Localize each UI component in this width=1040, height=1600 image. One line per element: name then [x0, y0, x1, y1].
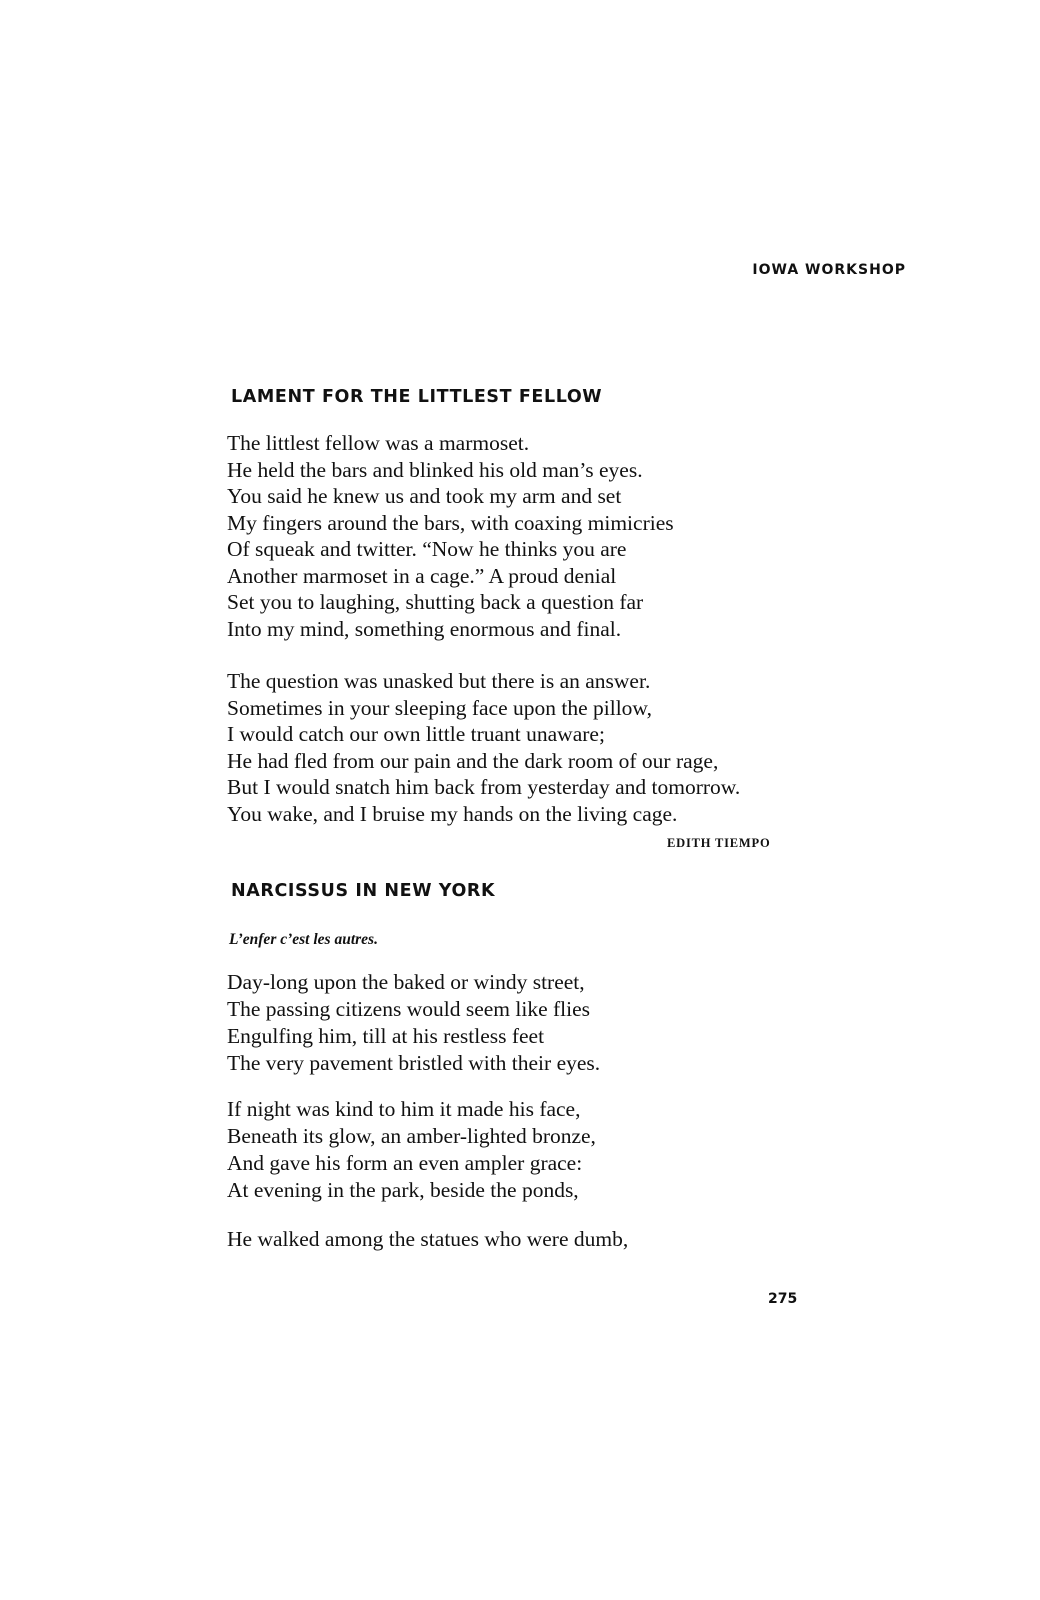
- poem-line: The very pavement bristled with their eyes.: [227, 1050, 601, 1075]
- poem-line: Of squeak and twitter. “Now he thinks you are: [227, 537, 627, 561]
- poem-line: The passing citizens would seem like flies: [227, 996, 591, 1021]
- poem2-stanza-3: [227, 1226, 628, 1253]
- author-signature: EDITH TIEMPO: [667, 836, 771, 850]
- poem2-stanza-1: [227, 969, 600, 1077]
- poem-line: He held the bars and blinked his old man’s eyes.: [227, 457, 643, 482]
- poem-line: I would catch our own little truant unaware;: [227, 722, 605, 746]
- poem-line: Into my mind, something enormous and final.: [227, 616, 622, 641]
- poem-line: You wake, and I bruise my hands on the living cage.: [227, 801, 678, 826]
- poem-title-narcissus: NARCISSUS IN NEW YORK: [231, 881, 496, 901]
- poem-line: But I would snatch him back from yesterday and tomorrow.: [227, 775, 741, 799]
- poem-line: Engulfing him, till at his restless feet: [227, 1023, 545, 1048]
- poem-title-lament: LAMENT FOR THE LITTLEST FELLOW: [231, 387, 603, 407]
- poem-line: Set you to laughing, shutting back a question far: [227, 590, 644, 614]
- epigraph: L’enfer c’est les autres.: [229, 931, 378, 948]
- poem-line: And gave his form an even ampler grace:: [227, 1150, 583, 1175]
- poem-line: If night was kind to him it made his face,: [227, 1097, 581, 1121]
- poem-line: The littlest fellow was a marmoset.: [227, 431, 530, 455]
- poem1-stanza-2: [227, 668, 740, 827]
- poem-line: At evening in the park, beside the ponds,: [227, 1177, 579, 1202]
- poem-line: Another marmoset in a cage.” A proud denial: [227, 563, 617, 588]
- running-head: IOWA WORKSHOP: [752, 262, 906, 278]
- poem1-stanza-1: [227, 430, 674, 642]
- poem-line: He walked among the statues who were dumb,: [227, 1227, 629, 1251]
- poem-line: Sometimes in your sleeping face upon the pillow,: [227, 695, 652, 720]
- poem-line: Day-long upon the baked or windy street,: [227, 970, 585, 994]
- poem-line: You said he knew us and took my arm and set: [227, 484, 622, 508]
- poem-line: My fingers around the bars, with coaxing mimicries: [227, 510, 674, 535]
- page-number: 275: [768, 1291, 798, 1307]
- poem-line: He had fled from our pain and the dark room of our rage,: [227, 748, 719, 773]
- poem-line: Beneath its glow, an amber-lighted bronze,: [227, 1123, 596, 1148]
- poem2-stanza-2: [227, 1096, 596, 1204]
- poem-line: The question was unasked but there is an answer.: [227, 669, 651, 693]
